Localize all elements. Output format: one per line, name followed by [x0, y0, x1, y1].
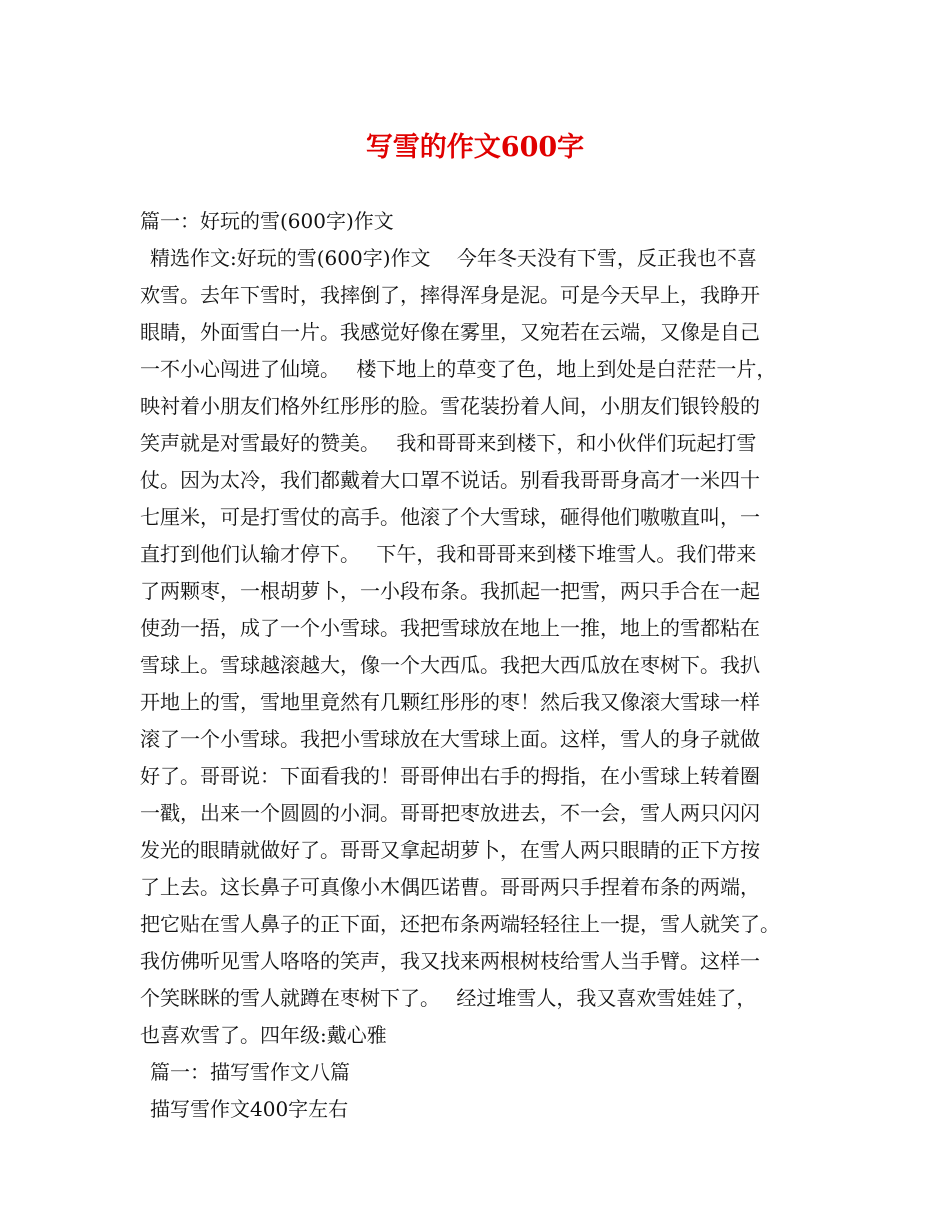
paragraph-line: 眼睛，外面雪白一片。我感觉好像在雾里，又宛若在云端，又像是自己 [140, 320, 760, 344]
paragraph-line: 直打到他们认输才停下。 下午，我和哥哥来到楼下堆雪人。我们带来 [140, 542, 757, 566]
paragraph-line: 精选作文:好玩的雪(600字)作文 今年冬天没有下雪，反正我也不喜 [150, 246, 757, 270]
paragraph-line: 一戳，出来一个圆圆的小洞。哥哥把枣放进去，不一会，雪人两只闪闪 [140, 801, 760, 825]
paragraph-line: 仗。因为太冷，我们都戴着大口罩不说话。别看我哥哥身高才一米四十 [140, 468, 760, 492]
paragraph-line: 个笑眯眯的雪人就蹲在枣树下了。 经过堆雪人，我又喜欢雪娃娃了， [140, 986, 757, 1010]
document-body [140, 203, 825, 1128]
paragraph-line: 使劲一捂，成了一个小雪球。我把雪球放在地上一推，地上的雪都粘在 [140, 616, 760, 640]
paragraph-line: 把它贴在雪人鼻子的正下面，还把布条两端轻轻往上一提，雪人就笑了。 [140, 912, 780, 936]
section-heading: 篇一：描写雪作文八篇 [150, 1060, 350, 1084]
section-heading: 篇一：好玩的雪(600字)作文 [140, 209, 394, 233]
paragraph-line: 映衬着小朋友们格外红彤彤的脸。雪花装扮着人间，小朋友们银铃般的 [140, 394, 760, 418]
paragraph-line: 了上去。这长鼻子可真像小木偶匹诺曹。哥哥两只手捏着布条的两端， [140, 875, 760, 899]
paragraph-line: 发光的眼睛就做好了。哥哥又拿起胡萝卜，在雪人两只眼睛的正下方按 [140, 838, 760, 862]
paragraph-line: 我仿佛听见雪人咯咯的笑声，我又找来两根树枝给雪人当手臂。这样一 [140, 949, 760, 973]
paragraph-line: 七厘米，可是打雪仗的高手。他滚了个大雪球，砸得他们嗷嗷直叫，一 [140, 505, 760, 529]
paragraph-line: 笑声就是对雪最好的赞美。 我和哥哥来到楼下，和小伙伴们玩起打雪 [140, 431, 757, 455]
paragraph-line: 好了。哥哥说：下面看我的！哥哥伸出右手的拇指，在小雪球上转着圈 [140, 764, 760, 788]
paragraph-line: 开地上的雪，雪地里竟然有几颗红彤彤的枣！然后我又像滚大雪球一样 [140, 690, 760, 714]
paragraph-line: 雪球上。雪球越滚越大，像一个大西瓜。我把大西瓜放在枣树下。我扒 [140, 653, 760, 677]
paragraph-line: 滚了一个小雪球。我把小雪球放在大雪球上面。这样，雪人的身子就做 [140, 727, 760, 751]
paragraph-line: 也喜欢雪了。四年级:戴心雅 [140, 1023, 387, 1047]
document-title: 写雪的作文600字 [365, 132, 585, 163]
paragraph-line: 欢雪。去年下雪时，我摔倒了，摔得浑身是泥。可是今天早上，我睁开 [140, 283, 760, 307]
paragraph-line: 了两颗枣，一根胡萝卜，一小段布条。我抓起一把雪，两只手合在一起 [140, 579, 760, 603]
paragraph-line: 一不小心闯进了仙境。 楼下地上的草变了色，地上到处是白茫茫一片， [140, 357, 777, 381]
section-subheading: 描写雪作文400字左右 [150, 1097, 349, 1121]
